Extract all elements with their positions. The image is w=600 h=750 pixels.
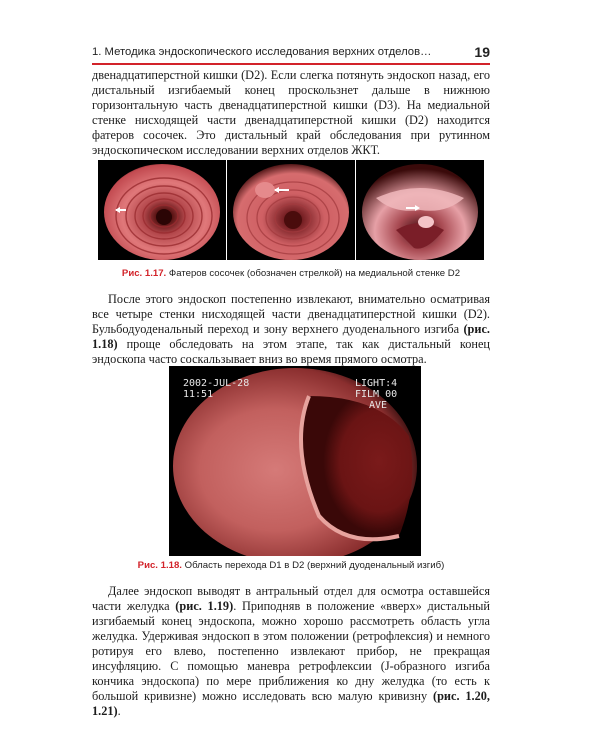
fig117-image-1 xyxy=(98,160,226,260)
fig118-osd-film: FILM 00 xyxy=(355,389,398,400)
paragraph-3-figure-ref-2: (рис. 1.20, 1.21) xyxy=(92,689,490,718)
figure-1-17-caption-text: Фатеров сосочек (обозначен стрелкой) на медиальной стенке D2 xyxy=(168,268,461,279)
running-title: 1. Методика эндоскопического исследования верхних отделов… xyxy=(92,46,432,58)
figure-1-17-label: Рис. 1.17. xyxy=(121,268,167,279)
paragraph-2-text-b: проще обследовать на этом этапе, так как дистальный конец эндоскопа часто соскальзывает вниз во время прямого осмотра. xyxy=(92,337,490,366)
fig118-osd-time: 11:51 xyxy=(183,389,214,400)
fig118-osd-ave: AVE xyxy=(369,400,388,411)
figure-1-17-caption xyxy=(92,268,490,279)
fig118-osd-light: LIGHT:4 xyxy=(355,378,398,389)
page-number: 19 xyxy=(474,44,490,60)
paragraph-2 xyxy=(92,292,490,367)
figure-1-18-label: Рис. 1.18. xyxy=(137,560,182,571)
paragraph-3-figure-ref-1: (рис. 1.19) xyxy=(175,599,234,613)
paragraph-3-text-a: Далее эндоскоп выводят в антральный отдел для осмотра оставшейся части желудка xyxy=(92,584,490,613)
paragraph-3-text-b: . Приподняв в положение «вверх» дистальный изгибаемый конец эндоскопа, можно хорошо рассмотреть область угла желудка. Удерживая эндоскоп в этом положении (ретрофлексия) и немного ротируя его влево, постепенно извлекают прибор, не прекращая инсуфляцию. С помощью маневра ретрофлексии (J-образного изгиба кончика эндоскопа) по мере приближения ко дну желудка (то есть к большой кривизне) можно исследовать всю малую кривизну xyxy=(92,599,491,703)
paragraph-3-text-c: . xyxy=(117,704,121,718)
figure-1-18-caption xyxy=(92,560,490,571)
fig117-image-2 xyxy=(227,160,355,260)
paragraph-1: двенадцатиперстной кишки (D2). Если слегка потянуть эндоскоп назад, его дистальный изгибаемый конец проскользнет дальше в нижнюю горизонтальную часть двенадцатиперстной кишки (D3). На медиальной стенке нисходящей части двенадцатиперстной кишки (D2) находится фатеров сосочек. Это дистальный край обследования при рутинном эндоскопическом исследовании верхних отделов ЖКТ. xyxy=(92,68,490,157)
paragraph-2-text-a: После этого эндоскоп постепенно извлекают, внимательно осматривая все четыре стенки нисходящей части двенадцатиперстной кишки (D2). Бульбодуоденальный переход и зону верхнего дуоденального изгиба xyxy=(92,292,490,336)
paragraph-3 xyxy=(92,584,490,719)
figure-1-18-caption-text: Область перехода D1 в D2 (верхний дуоденальный изгиб) xyxy=(184,560,445,571)
header-rule xyxy=(92,63,490,65)
running-header xyxy=(92,44,490,62)
fig118-osd-date: 2002-JUL-28 xyxy=(183,378,250,389)
paragraph-2-figure-ref: (рис. 1.18) xyxy=(92,322,490,351)
fig118-image xyxy=(169,366,421,556)
fig117-image-3 xyxy=(356,160,484,260)
